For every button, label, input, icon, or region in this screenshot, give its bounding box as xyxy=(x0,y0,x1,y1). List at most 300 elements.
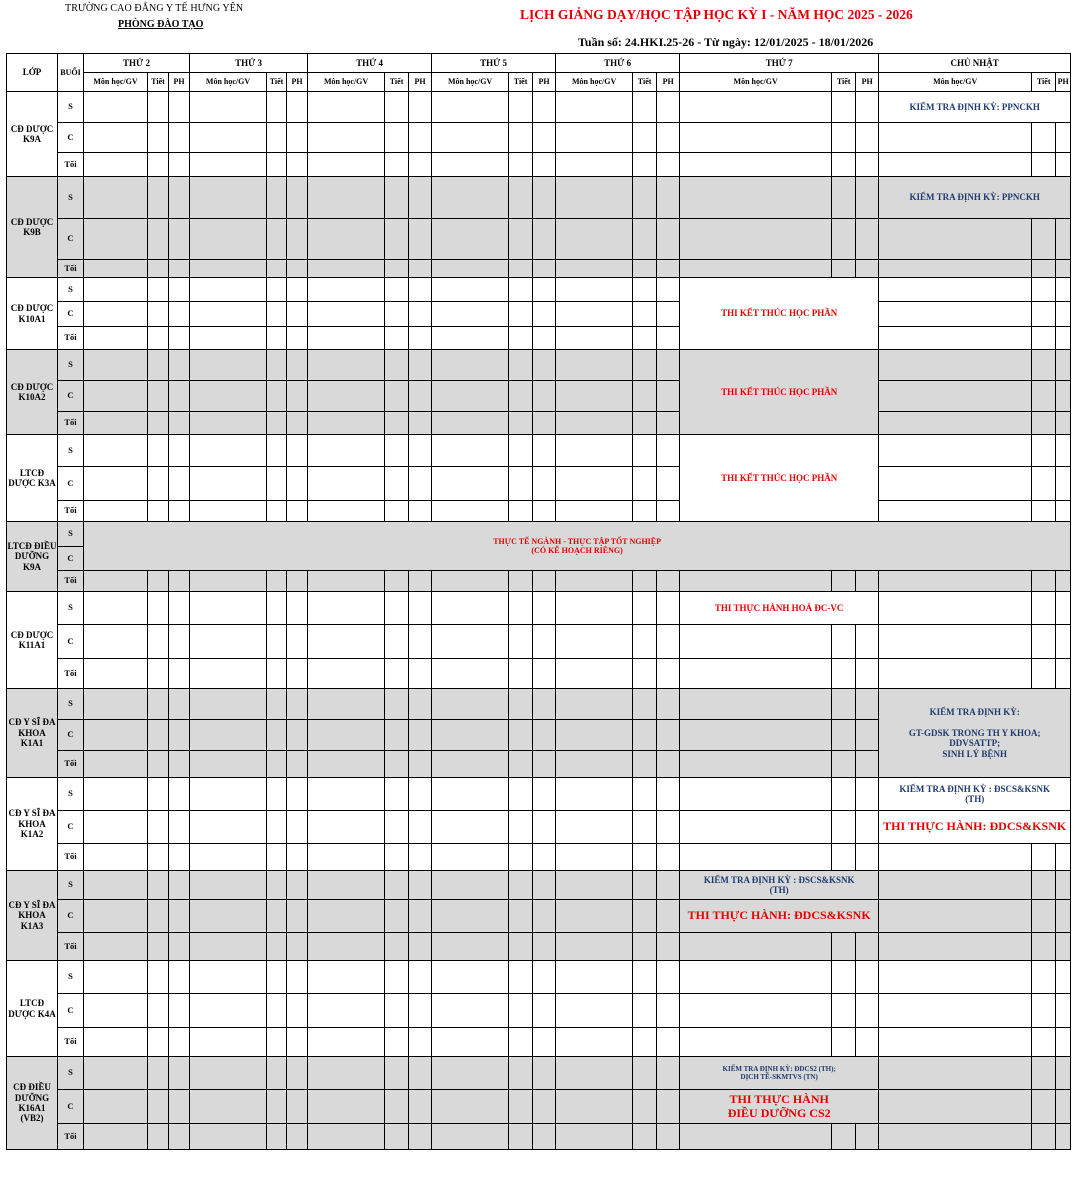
schedule-cell xyxy=(148,467,169,501)
schedule-cell xyxy=(832,571,856,592)
schedule-cell xyxy=(148,1124,169,1150)
schedule-cell xyxy=(308,1057,385,1090)
subheader-ph: PH xyxy=(287,73,308,92)
schedule-cell xyxy=(148,659,169,689)
schedule-cell xyxy=(509,302,533,327)
schedule-cell xyxy=(432,501,509,522)
schedule-cell xyxy=(385,625,409,659)
session-label: C xyxy=(58,547,84,571)
session-label: Tối xyxy=(58,659,84,689)
schedule-cell xyxy=(190,350,267,381)
schedule-cell xyxy=(432,659,509,689)
schedule-cell xyxy=(657,350,680,381)
class-name: CĐ DƯỢC K9A xyxy=(7,92,58,177)
schedule-cell xyxy=(84,592,148,625)
subheader-tiet: Tiết xyxy=(832,73,856,92)
schedule-cell xyxy=(856,177,879,219)
schedule-cell xyxy=(267,659,287,689)
schedule-cell xyxy=(385,994,409,1028)
schedule-cell xyxy=(169,778,190,811)
schedule-cell xyxy=(267,1124,287,1150)
schedule-row xyxy=(7,625,1071,659)
session-label: C xyxy=(58,900,84,933)
schedule-cell xyxy=(633,435,657,467)
schedule-cell xyxy=(657,153,680,177)
schedule-cell xyxy=(148,571,169,592)
schedule-cell xyxy=(509,219,533,260)
schedule-row xyxy=(7,592,1071,625)
subheader-tiet: Tiết xyxy=(385,73,409,92)
schedule-cell xyxy=(169,900,190,933)
schedule-cell xyxy=(169,720,190,751)
subheader-ph: PH xyxy=(1056,73,1071,92)
schedule-cell xyxy=(1056,350,1071,381)
schedule-cell xyxy=(1032,1057,1056,1090)
schedule-cell xyxy=(267,302,287,327)
schedule-cell xyxy=(432,219,509,260)
schedule-cell xyxy=(832,994,856,1028)
schedule-cell xyxy=(556,720,633,751)
schedule-cell xyxy=(633,219,657,260)
schedule-cell xyxy=(533,592,556,625)
schedule-cell xyxy=(509,659,533,689)
schedule-cell xyxy=(267,153,287,177)
schedule-cell xyxy=(533,350,556,381)
schedule-cell xyxy=(879,260,1032,278)
schedule-cell xyxy=(148,177,169,219)
schedule-cell xyxy=(1056,933,1071,961)
schedule-cell xyxy=(84,1090,148,1124)
schedule-cell xyxy=(287,260,308,278)
schedule-cell xyxy=(287,751,308,778)
schedule-cell xyxy=(84,350,148,381)
schedule-cell xyxy=(633,177,657,219)
schedule-cell xyxy=(84,219,148,260)
schedule-cell xyxy=(385,811,409,844)
schedule-cell xyxy=(633,381,657,412)
schedule-cell xyxy=(1056,219,1071,260)
schedule-cell xyxy=(190,123,267,153)
schedule-cell xyxy=(308,153,385,177)
schedule-cell xyxy=(680,720,832,751)
schedule-cell xyxy=(409,1028,432,1057)
schedule-cell xyxy=(267,123,287,153)
schedule-cell xyxy=(190,153,267,177)
schedule-cell xyxy=(267,778,287,811)
schedule-cell xyxy=(148,302,169,327)
schedule-cell xyxy=(879,844,1032,871)
schedule-cell xyxy=(287,961,308,994)
subheader-mon: Môn học/GV xyxy=(879,73,1032,92)
schedule-cell xyxy=(148,260,169,278)
schedule-cell xyxy=(409,177,432,219)
event-cell: KIỂM TRA ĐỊNH KỲ: ĐDCS2 (TH); DỊCH TỄ-SKMTVS (TN) xyxy=(680,1057,879,1090)
event-cell: THỰC TẾ NGÀNH - THỰC TẬP TỐT NGHIỆP (CÓ KẾ HOẠCH RIÊNG) xyxy=(84,522,1071,571)
schedule-cell xyxy=(657,625,680,659)
schedule-cell xyxy=(680,123,832,153)
schedule-cell xyxy=(169,327,190,350)
schedule-cell xyxy=(169,625,190,659)
schedule-cell xyxy=(308,961,385,994)
schedule-cell xyxy=(856,933,879,961)
schedule-cell xyxy=(84,871,148,900)
schedule-cell xyxy=(533,153,556,177)
schedule-cell xyxy=(832,811,856,844)
schedule-cell xyxy=(84,381,148,412)
schedule-cell xyxy=(190,961,267,994)
schedule-cell xyxy=(533,435,556,467)
schedule-cell xyxy=(832,961,856,994)
schedule-cell xyxy=(385,153,409,177)
schedule-cell xyxy=(267,625,287,659)
schedule-cell xyxy=(308,689,385,720)
schedule-table-wrapper xyxy=(6,53,1071,1150)
session-label: S xyxy=(58,435,84,467)
schedule-cell xyxy=(308,592,385,625)
schedule-cell xyxy=(84,659,148,689)
schedule-cell xyxy=(680,153,832,177)
schedule-cell xyxy=(409,327,432,350)
schedule-row xyxy=(7,177,1071,219)
class-name: CĐ Y SĨ ĐA KHOA K1A3 xyxy=(7,871,58,961)
schedule-cell xyxy=(148,994,169,1028)
schedule-cell xyxy=(190,689,267,720)
schedule-cell xyxy=(657,260,680,278)
schedule-cell xyxy=(267,961,287,994)
schedule-cell xyxy=(409,592,432,625)
schedule-cell xyxy=(169,871,190,900)
schedule-cell xyxy=(556,778,633,811)
schedule-cell xyxy=(556,592,633,625)
schedule-cell xyxy=(287,381,308,412)
schedule-cell xyxy=(533,219,556,260)
schedule-row xyxy=(7,1124,1071,1150)
schedule-cell xyxy=(308,260,385,278)
schedule-cell xyxy=(879,302,1032,327)
schedule-cell xyxy=(633,467,657,501)
schedule-cell xyxy=(432,412,509,435)
schedule-cell xyxy=(432,278,509,302)
schedule-cell xyxy=(267,327,287,350)
schedule-cell xyxy=(556,381,633,412)
schedule-row xyxy=(7,522,1071,547)
schedule-cell xyxy=(832,778,856,811)
schedule-cell xyxy=(287,994,308,1028)
schedule-cell xyxy=(657,278,680,302)
schedule-cell xyxy=(385,1124,409,1150)
schedule-cell xyxy=(633,1028,657,1057)
schedule-row xyxy=(7,219,1071,260)
schedule-row xyxy=(7,153,1071,177)
day-header: CHỦ NHẬT xyxy=(879,54,1071,73)
schedule-cell xyxy=(533,260,556,278)
schedule-cell xyxy=(308,467,385,501)
schedule-cell xyxy=(148,501,169,522)
schedule-cell xyxy=(409,278,432,302)
schedule-cell xyxy=(657,689,680,720)
schedule-cell xyxy=(267,592,287,625)
schedule-cell xyxy=(1032,501,1056,522)
schedule-cell xyxy=(148,412,169,435)
schedule-cell xyxy=(509,327,533,350)
schedule-cell xyxy=(556,900,633,933)
schedule-cell xyxy=(267,994,287,1028)
schedule-cell xyxy=(190,994,267,1028)
schedule-cell xyxy=(84,994,148,1028)
schedule-cell xyxy=(267,435,287,467)
schedule-cell xyxy=(657,435,680,467)
schedule-cell xyxy=(1056,123,1071,153)
schedule-cell xyxy=(385,350,409,381)
schedule-cell xyxy=(856,751,879,778)
schedule-row xyxy=(7,778,1071,811)
schedule-cell xyxy=(533,1028,556,1057)
schedule-cell xyxy=(680,811,832,844)
schedule-cell xyxy=(856,153,879,177)
schedule-cell xyxy=(633,811,657,844)
schedule-row xyxy=(7,1057,1071,1090)
schedule-cell xyxy=(267,92,287,123)
schedule-cell xyxy=(190,811,267,844)
schedule-cell xyxy=(633,350,657,381)
schedule-cell xyxy=(633,92,657,123)
schedule-cell xyxy=(287,1124,308,1150)
schedule-cell xyxy=(879,659,1032,689)
schedule-cell xyxy=(879,1057,1032,1090)
session-label: Tối xyxy=(58,327,84,350)
schedule-cell xyxy=(169,467,190,501)
session-label: Tối xyxy=(58,412,84,435)
schedule-cell xyxy=(409,153,432,177)
schedule-cell xyxy=(287,689,308,720)
session-label: Tối xyxy=(58,1028,84,1057)
schedule-cell xyxy=(287,219,308,260)
schedule-row xyxy=(7,412,1071,435)
schedule-cell xyxy=(509,412,533,435)
schedule-cell xyxy=(267,811,287,844)
schedule-cell xyxy=(832,219,856,260)
schedule-cell xyxy=(169,381,190,412)
class-name: CĐ DƯỢC K10A2 xyxy=(7,350,58,435)
event-cell: KIỂM TRA ĐỊNH KỲ: PPNCKH xyxy=(879,177,1071,219)
schedule-cell xyxy=(308,720,385,751)
schedule-cell xyxy=(556,689,633,720)
event-cell: THI THỰC HÀNH HOÁ ĐC-VC xyxy=(680,592,879,625)
schedule-cell xyxy=(657,871,680,900)
schedule-cell xyxy=(385,1057,409,1090)
schedule-cell xyxy=(308,994,385,1028)
schedule-cell xyxy=(657,219,680,260)
schedule-cell xyxy=(84,1057,148,1090)
schedule-cell xyxy=(385,501,409,522)
schedule-cell xyxy=(879,350,1032,381)
schedule-cell xyxy=(169,961,190,994)
schedule-row xyxy=(7,1090,1071,1124)
schedule-cell xyxy=(533,900,556,933)
schedule-cell xyxy=(533,844,556,871)
schedule-cell xyxy=(267,933,287,961)
schedule-cell xyxy=(432,592,509,625)
schedule-cell xyxy=(169,1124,190,1150)
schedule-cell xyxy=(856,260,879,278)
schedule-cell xyxy=(657,720,680,751)
schedule-cell xyxy=(633,751,657,778)
schedule-cell xyxy=(1032,1028,1056,1057)
schedule-cell xyxy=(509,435,533,467)
schedule-cell xyxy=(509,501,533,522)
col-header-lop: LỚP xyxy=(7,54,58,92)
schedule-cell xyxy=(1056,844,1071,871)
schedule-cell xyxy=(533,1124,556,1150)
schedule-cell xyxy=(432,467,509,501)
schedule-cell xyxy=(169,592,190,625)
schedule-cell xyxy=(169,177,190,219)
schedule-cell xyxy=(432,350,509,381)
schedule-cell xyxy=(385,751,409,778)
schedule-cell xyxy=(1056,153,1071,177)
schedule-cell xyxy=(856,689,879,720)
schedule-cell xyxy=(169,435,190,467)
subheader-tiet: Tiết xyxy=(267,73,287,92)
schedule-cell xyxy=(148,811,169,844)
schedule-cell xyxy=(267,900,287,933)
event-cell: THI THỰC HÀNH: ĐDCS&KSNK xyxy=(879,811,1071,844)
schedule-row xyxy=(7,467,1071,501)
schedule-cell xyxy=(148,900,169,933)
session-label: Tối xyxy=(58,933,84,961)
schedule-cell xyxy=(148,689,169,720)
schedule-cell xyxy=(308,327,385,350)
schedule-row xyxy=(7,933,1071,961)
schedule-cell xyxy=(308,625,385,659)
session-label: S xyxy=(58,778,84,811)
schedule-cell xyxy=(509,123,533,153)
schedule-cell xyxy=(409,1057,432,1090)
schedule-cell xyxy=(169,751,190,778)
session-label: S xyxy=(58,592,84,625)
schedule-cell xyxy=(190,177,267,219)
schedule-cell xyxy=(633,1090,657,1124)
schedule-cell xyxy=(169,571,190,592)
subheader-ph: PH xyxy=(657,73,680,92)
schedule-cell xyxy=(385,961,409,994)
schedule-cell xyxy=(190,501,267,522)
schedule-cell xyxy=(556,1057,633,1090)
schedule-cell xyxy=(879,278,1032,302)
schedule-cell xyxy=(385,92,409,123)
day-header: THỨ 7 xyxy=(680,54,879,73)
schedule-cell xyxy=(432,153,509,177)
schedule-cell xyxy=(267,219,287,260)
schedule-cell xyxy=(657,177,680,219)
schedule-cell xyxy=(832,1028,856,1057)
schedule-cell xyxy=(657,900,680,933)
schedule-cell xyxy=(148,1090,169,1124)
schedule-cell xyxy=(556,219,633,260)
schedule-cell xyxy=(190,92,267,123)
schedule-cell xyxy=(680,625,832,659)
schedule-cell xyxy=(509,1028,533,1057)
schedule-cell xyxy=(832,123,856,153)
subheader-ph: PH xyxy=(409,73,432,92)
schedule-cell xyxy=(409,625,432,659)
schedule-cell xyxy=(1056,1057,1071,1090)
class-name: CĐ Y SĨ ĐA KHOA K1A2 xyxy=(7,778,58,871)
schedule-cell xyxy=(879,900,1032,933)
schedule-cell xyxy=(287,302,308,327)
schedule-cell xyxy=(633,844,657,871)
schedule-cell xyxy=(509,751,533,778)
schedule-cell xyxy=(1056,592,1071,625)
schedule-row xyxy=(7,381,1071,412)
session-label: S xyxy=(58,278,84,302)
session-label: S xyxy=(58,92,84,123)
schedule-cell xyxy=(409,659,432,689)
class-name: CĐ ĐIỀU DƯỠNG K16A1 (VB2) xyxy=(7,1057,58,1150)
schedule-cell xyxy=(556,1090,633,1124)
schedule-cell xyxy=(879,994,1032,1028)
schedule-cell xyxy=(633,327,657,350)
subheader-mon: Môn học/GV xyxy=(432,73,509,92)
schedule-cell xyxy=(84,751,148,778)
schedule-cell xyxy=(680,994,832,1028)
schedule-cell xyxy=(190,435,267,467)
schedule-cell xyxy=(148,153,169,177)
schedule-cell xyxy=(1056,435,1071,467)
schedule-cell xyxy=(1056,302,1071,327)
schedule-cell xyxy=(84,844,148,871)
schedule-cell xyxy=(1056,1028,1071,1057)
schedule-cell xyxy=(1056,278,1071,302)
day-header: THỨ 3 xyxy=(190,54,308,73)
event-cell: KIỂM TRA ĐỊNH KỲ: PPNCKH xyxy=(879,92,1071,123)
session-label: C xyxy=(58,720,84,751)
session-label: Tối xyxy=(58,751,84,778)
schedule-cell xyxy=(633,778,657,811)
schedule-cell xyxy=(856,844,879,871)
schedule-cell xyxy=(509,844,533,871)
schedule-cell xyxy=(879,153,1032,177)
schedule-cell xyxy=(409,412,432,435)
schedule-cell xyxy=(633,720,657,751)
schedule-cell xyxy=(385,123,409,153)
schedule-cell xyxy=(432,933,509,961)
schedule-cell xyxy=(633,994,657,1028)
schedule-cell xyxy=(657,123,680,153)
schedule-cell xyxy=(832,720,856,751)
schedule-cell xyxy=(856,659,879,689)
schedule-cell xyxy=(432,900,509,933)
schedule-cell xyxy=(409,778,432,811)
subheader-tiet: Tiết xyxy=(1032,73,1056,92)
schedule-cell xyxy=(308,844,385,871)
subheader-mon: Môn học/GV xyxy=(308,73,385,92)
schedule-cell xyxy=(879,1124,1032,1150)
day-header: THỨ 2 xyxy=(84,54,190,73)
schedule-cell xyxy=(385,260,409,278)
schedule-cell xyxy=(287,153,308,177)
schedule-cell xyxy=(1056,659,1071,689)
schedule-cell xyxy=(267,871,287,900)
schedule-cell xyxy=(533,751,556,778)
schedule-cell xyxy=(148,123,169,153)
schedule-cell xyxy=(879,381,1032,412)
schedule-cell xyxy=(509,177,533,219)
schedule-cell xyxy=(169,123,190,153)
schedule-cell xyxy=(657,592,680,625)
schedule-cell xyxy=(190,412,267,435)
schedule-cell xyxy=(509,350,533,381)
